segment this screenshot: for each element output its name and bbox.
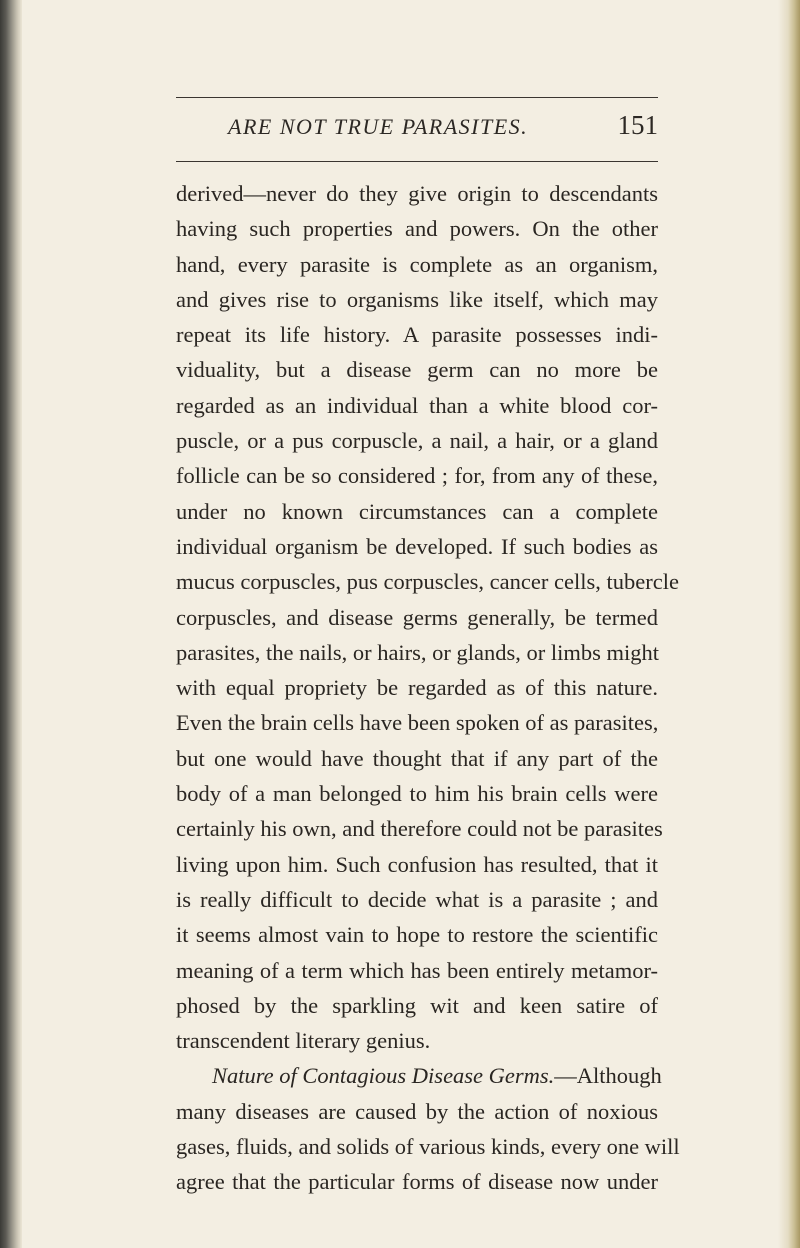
paragraph-heading: Nature of Contagious Disease Germs.: [212, 1063, 555, 1089]
text-line: phosed by the sparkling wit and keen satire of: [176, 992, 658, 1018]
text-line: but one would have thought that if any part of the: [176, 745, 658, 771]
running-head: [176, 106, 658, 146]
text-line: puscle, or a pus corpuscle, a nail, a hair, or a gland: [176, 428, 658, 454]
text-line: meaning of a term which has been entirely metamor-: [176, 957, 658, 983]
text-line: repeat its life history. A parasite possesses indi-: [176, 322, 658, 348]
text-line: regarded as an individual than a white blood cor-: [176, 392, 658, 418]
text-line: body of a man belonged to him his brain cells were: [176, 781, 658, 807]
text-line: follicle can be so considered ; for, from any of these,: [176, 463, 658, 489]
text-line: agree that the particular forms of disease now under: [176, 1169, 658, 1195]
text-line: is really difficult to decide what is a parasite ; and: [176, 886, 658, 912]
text-line: corpuscles, and disease germs generally, be termed: [176, 604, 658, 630]
text-line: transcendent literary genius.: [176, 1028, 431, 1054]
text-line: many diseases are caused by the action of noxious: [176, 1098, 658, 1124]
text-line: and gives rise to organisms like itself, which may: [176, 286, 658, 312]
text-line: it seems almost vain to hope to restore the scientific: [176, 922, 658, 948]
header-rule-bottom: [176, 161, 658, 162]
page-edge-shadow-right: [778, 0, 800, 1248]
text-line: parasites, the nails, or hairs, or glands, or limbs might: [176, 639, 660, 665]
text-line: living upon him. Such confusion has resulted, that it: [176, 851, 658, 877]
body-text: [176, 176, 680, 1200]
text-line: having such properties and powers. On the other: [176, 216, 658, 242]
page-number: 151: [617, 110, 658, 140]
text-line: hand, every parasite is complete as an organism,: [176, 251, 658, 277]
text-line: viduality, but a disease germ can no more be: [176, 357, 658, 383]
header-rule-top: [176, 97, 658, 98]
text-line: Even the brain cells have been spoken of as parasites,: [176, 710, 659, 736]
running-title: ARE NOT TRUE PARASITES.: [228, 114, 529, 139]
paragraph-heading-line: [176, 1058, 662, 1093]
text-line: individual organism be developed. If such bodies as: [176, 533, 658, 559]
text-line: certainly his own, and therefore could not be parasites: [176, 816, 663, 842]
text-line: gases, fluids, and solids of various kinds, every one will: [176, 1134, 680, 1160]
text-line: derived—never do they give origin to descendants: [176, 181, 658, 206]
text-line: with equal propriety be regarded as of this nature.: [176, 675, 658, 701]
text-fragment: —Although: [554, 1063, 662, 1089]
page-edge-shadow-left: [0, 0, 22, 1248]
text-line: under no known circumstances can a complete: [176, 498, 658, 524]
text-line: mucus corpuscles, pus corpuscles, cancer cells, tubercle: [176, 569, 679, 595]
